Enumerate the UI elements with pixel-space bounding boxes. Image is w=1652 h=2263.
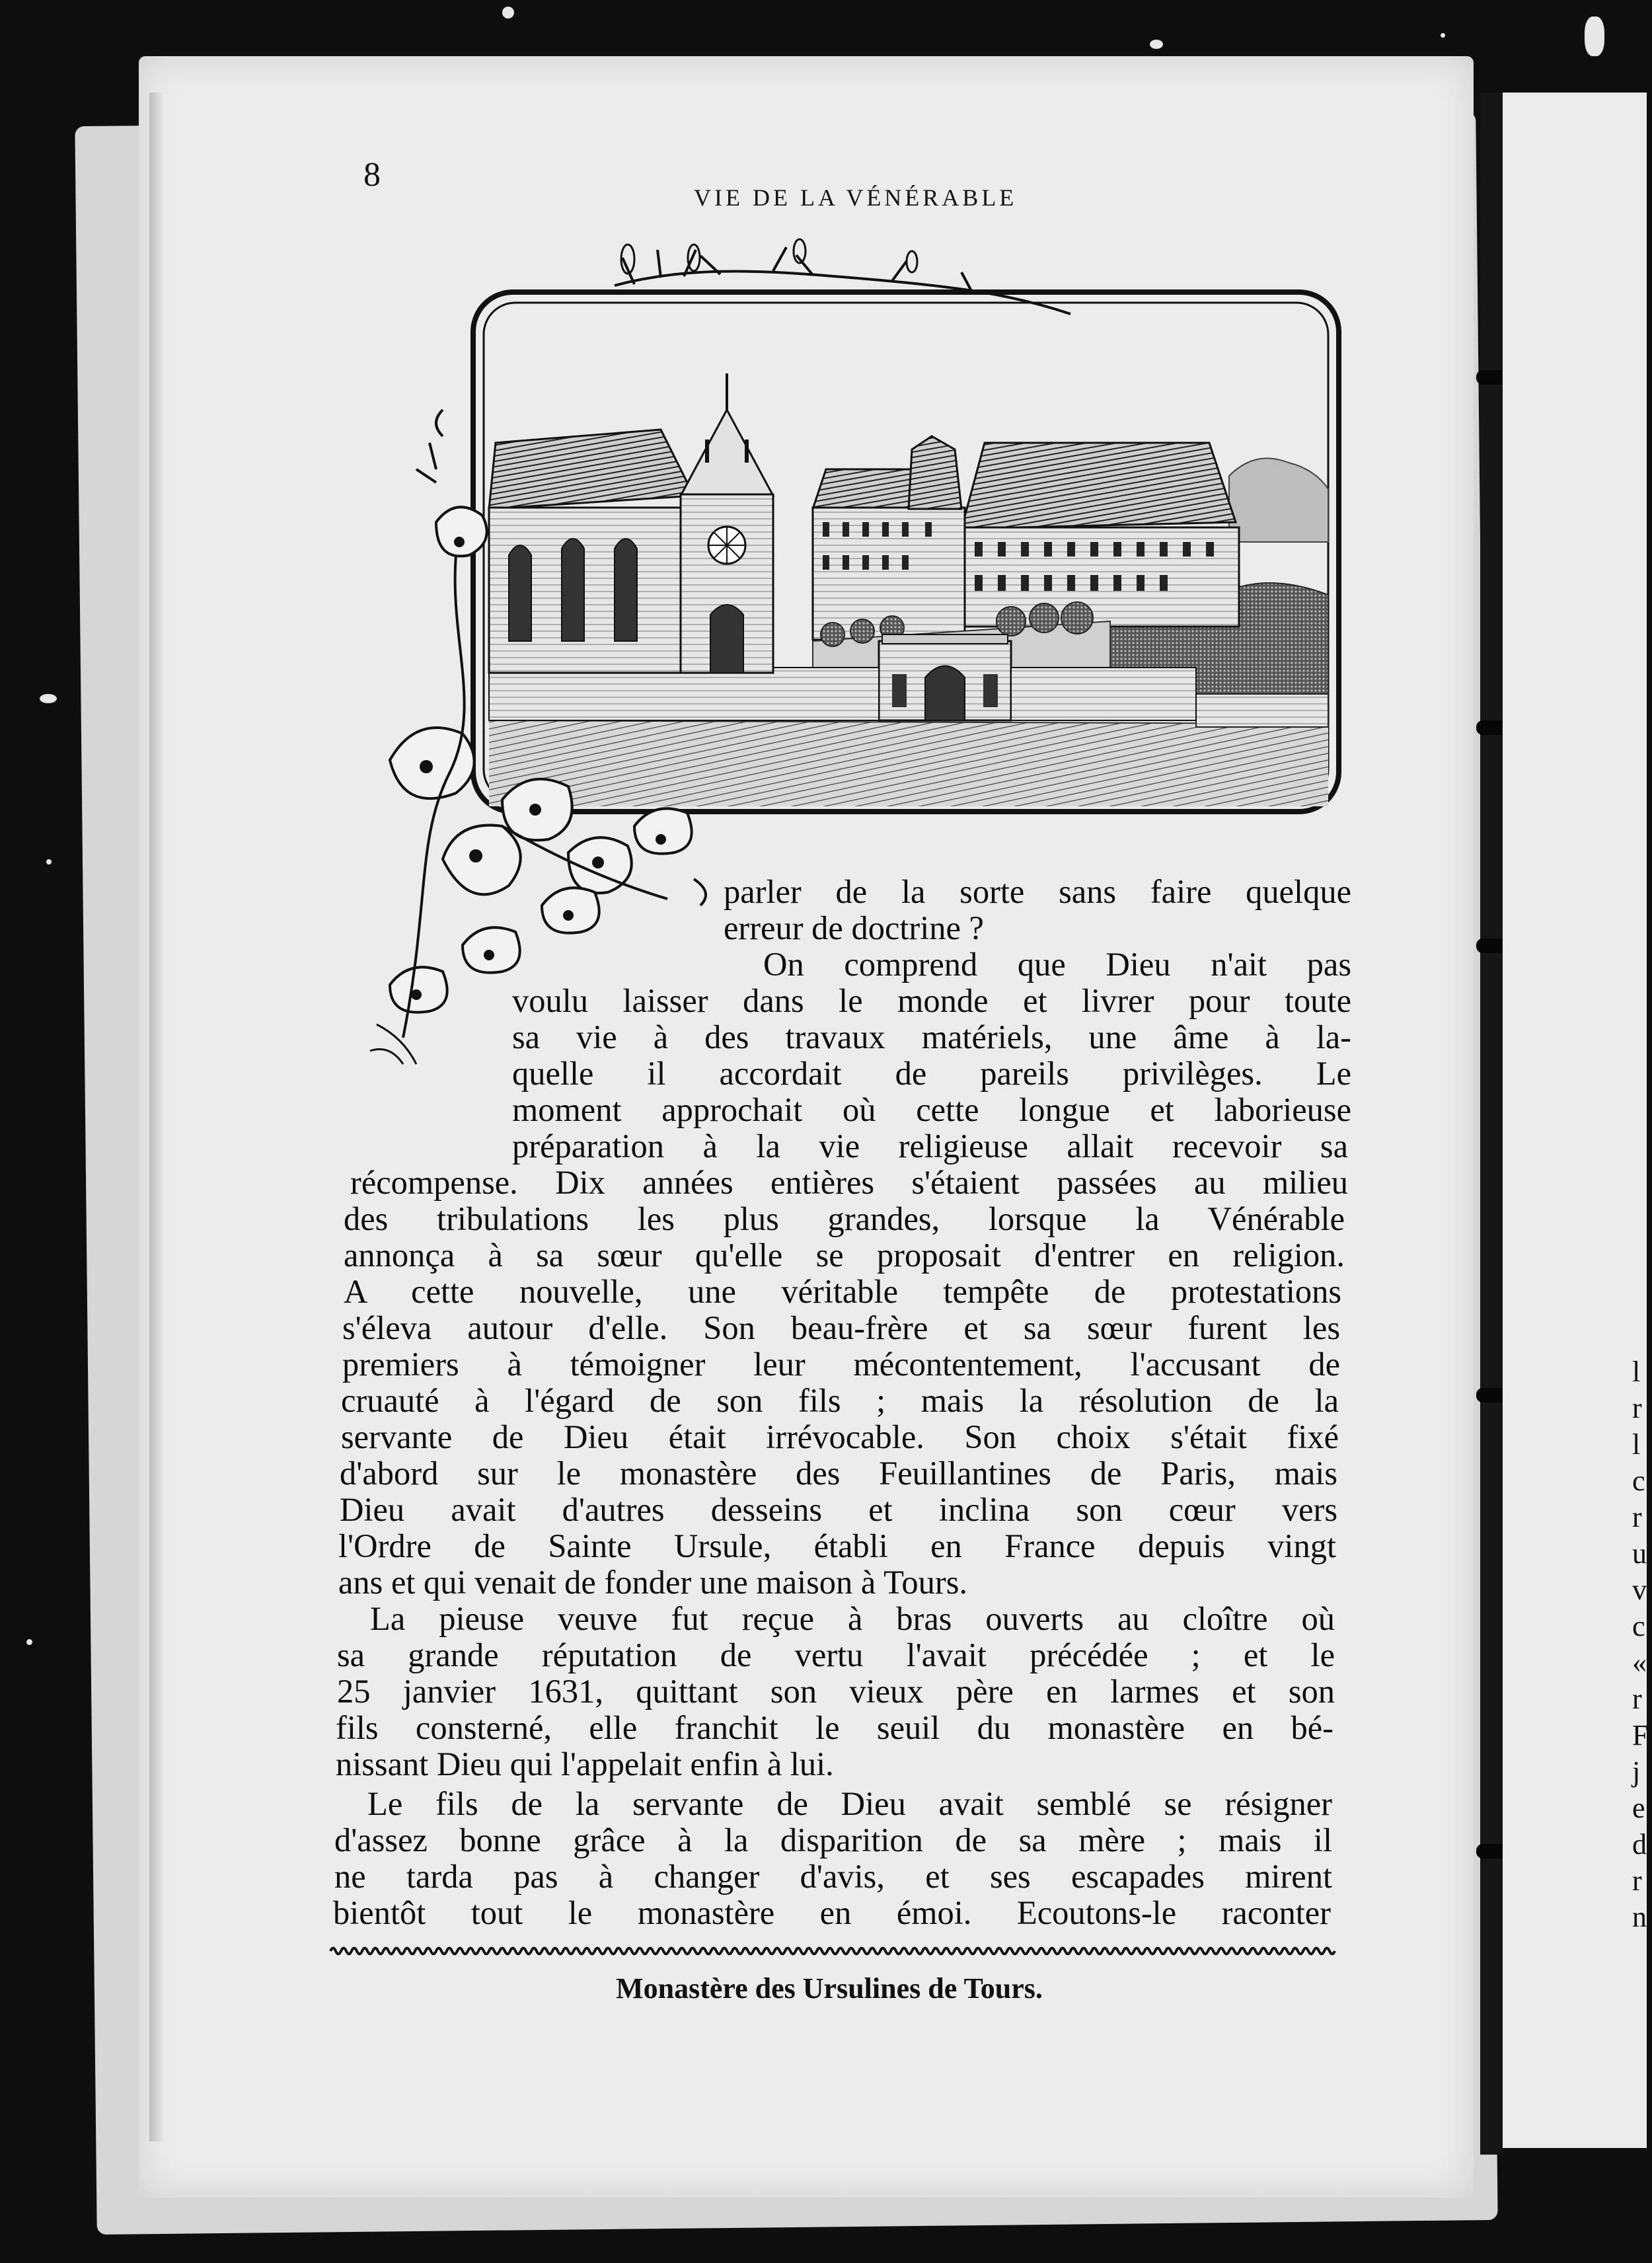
text-line: quelle il accordait de pareils privilèges. Le bbox=[512, 1055, 1351, 1092]
text-line: voulu laisser dans le monde et livrer pour toute bbox=[512, 982, 1351, 1019]
adjacent-page-letter: l bbox=[1632, 1428, 1641, 1461]
text-line: préparation à la vie religieuse allait recevoir sa bbox=[512, 1128, 1348, 1165]
text-line: erreur de doctrine ? bbox=[724, 909, 984, 946]
text-line: fils consterné, elle franchit le seuil du monastère en bé- bbox=[336, 1709, 1333, 1746]
adjacent-page-letter: j bbox=[1632, 1755, 1641, 1788]
text-line: nissant Dieu qui l'appelait enfin à lui. bbox=[336, 1745, 834, 1783]
text-line: des tribulations les plus grandes, lorsque la Vénérable bbox=[344, 1200, 1345, 1237]
running-head: VIE DE LA VÉNÉRABLE bbox=[694, 184, 1018, 211]
page-edge bbox=[149, 93, 165, 2141]
text-line: parler de la sorte sans faire quelque bbox=[724, 873, 1351, 910]
text-line: bientôt tout le monastère en émoi. Ecoutons-le raconter bbox=[333, 1894, 1331, 1931]
text-line: ans et qui venait de fonder une maison à Tours. bbox=[338, 1564, 967, 1601]
text-line: l'Ordre de Sainte Ursule, établi en France depuis vingt bbox=[338, 1527, 1336, 1564]
adjacent-page-letter: r bbox=[1632, 1392, 1642, 1424]
text-line: A cette nouvelle, une véritable tempête de protestations bbox=[344, 1273, 1341, 1310]
adjacent-page-letter: r bbox=[1632, 1683, 1642, 1715]
text-line: ne tarda pas à changer d'avis, et ses escapades mirent bbox=[334, 1858, 1332, 1895]
adjacent-page-letter: d bbox=[1632, 1828, 1647, 1860]
text-line: d'abord sur le monastère des Feuillantines de Paris, mais bbox=[340, 1455, 1337, 1492]
adjacent-page-letter: c bbox=[1632, 1465, 1645, 1497]
text-line: récompense. Dix années entières s'étaient passées au milieu bbox=[350, 1164, 1348, 1201]
book-gutter bbox=[1480, 93, 1503, 2155]
text-line: Le fils de la servante de Dieu avait semblé se résigner bbox=[367, 1785, 1332, 1822]
adjacent-page-letter: « bbox=[1632, 1646, 1647, 1679]
adjacent-page-letter: c bbox=[1632, 1610, 1645, 1642]
adjacent-page-letter: n bbox=[1632, 1901, 1647, 1933]
adjacent-page-letter: u bbox=[1632, 1537, 1647, 1570]
text-line: cruauté à l'égard de son fils ; mais la résolution de la bbox=[341, 1382, 1339, 1419]
text-line: sa grande réputation de vertu l'avait précédée ; et le bbox=[337, 1636, 1335, 1673]
adjacent-page-letter: v bbox=[1632, 1574, 1647, 1606]
wavy-rule bbox=[330, 1943, 1328, 1959]
text-line: s'éleva autour d'elle. Son beau-frère et sa sœur furent les bbox=[342, 1309, 1340, 1346]
text-line: annonça à sa sœur qu'elle se proposait d'entrer en religion. bbox=[344, 1237, 1345, 1274]
text-line: d'assez bonne grâce à la disparition de sa mère ; mais il bbox=[334, 1822, 1332, 1859]
adjacent-page-letter: e bbox=[1632, 1792, 1645, 1824]
text-line: Dieu avait d'autres desseins et inclina son cœur vers bbox=[340, 1491, 1337, 1528]
text-line: On comprend que Dieu n'ait pas bbox=[763, 946, 1351, 983]
adjacent-page-letter: r bbox=[1632, 1864, 1642, 1897]
text-line: moment approchait où cette longue et laborieuse bbox=[512, 1091, 1351, 1128]
adjacent-page-letter: l bbox=[1632, 1356, 1641, 1388]
page-number: 8 bbox=[363, 156, 381, 194]
adjacent-page-letter: F bbox=[1632, 1719, 1649, 1751]
text-line: servante de Dieu était irrévocable. Son choix s'était fixé bbox=[341, 1418, 1339, 1455]
text-line: 25 janvier 1631, quittant son vieux père en larmes et son bbox=[337, 1673, 1335, 1710]
adjacent-page bbox=[1503, 93, 1647, 2148]
text-line: sa vie à des travaux matériels, une âme à la- bbox=[512, 1018, 1351, 1055]
text-line: premiers à témoigner leur mécontentement, l'accusant de bbox=[342, 1346, 1340, 1383]
illustration-caption: Monastère des Ursulines de Tours. bbox=[616, 1972, 1043, 2005]
text-line: La pieuse veuve fut reçue à bras ouverts au cloître où bbox=[370, 1600, 1335, 1637]
adjacent-page-letter: r bbox=[1632, 1501, 1642, 1533]
